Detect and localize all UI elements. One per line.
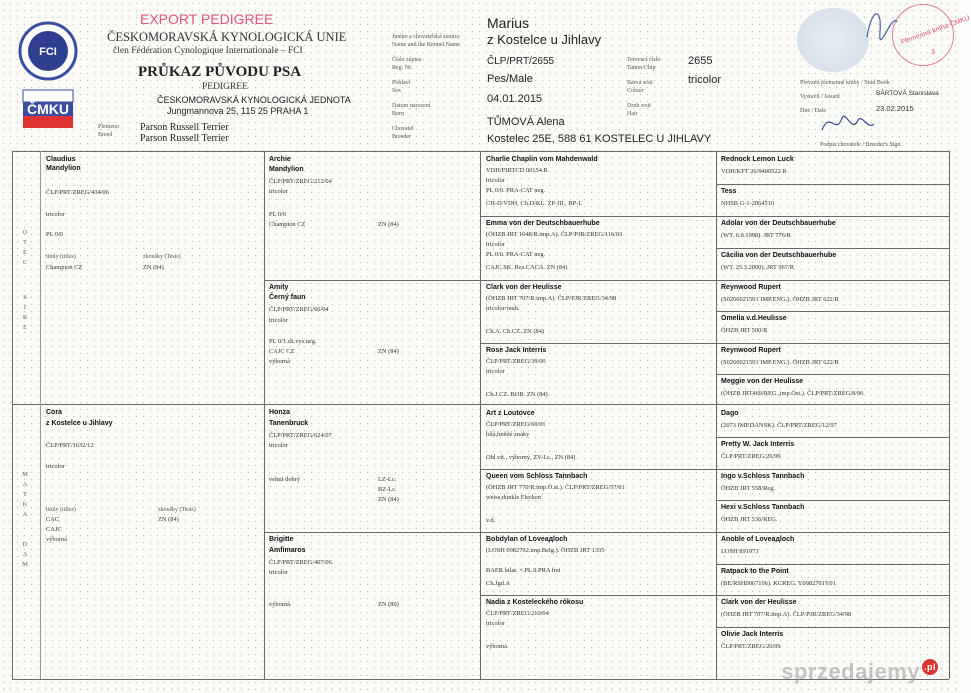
colour-label-cz: Barva srsti (627, 80, 653, 86)
date-label: Dne / Date (800, 108, 826, 114)
gen2-2-r3: ZN (84) (378, 496, 399, 503)
gen1-sire-colour: tricolor (46, 211, 65, 218)
gen4-name: Reynwood Rupert (721, 347, 781, 354)
gen1-sire-reg: ČLP/PRT/ZREG/434/06 (46, 189, 109, 196)
gen4-name: Omelia v.d.Heulisse (721, 315, 787, 322)
dog-name-line1: Marius (487, 15, 530, 31)
born-value: 04.01.2015 (487, 93, 543, 105)
gen4-reg: (WT. 25.3.2000). JRT 967/R (721, 264, 795, 271)
gen4-reg: (BE/RSH0067106). KCREG. Y0982701Y01 (721, 580, 836, 587)
name-label-cz: Jméno a chovatelská stanice (392, 34, 460, 40)
gen1-sire-titles-label: tituly (titles) (46, 254, 76, 260)
svg-text:FCI: FCI (39, 46, 57, 58)
side-label-otec: O T E C (22, 229, 28, 266)
gen2-3-l1: výborná (269, 601, 290, 608)
gen2-2-r2: BZ-Lc. (378, 486, 397, 493)
gen3-name: Clark von der Heulisse (486, 284, 562, 291)
gen2-0-name1: Archie (269, 156, 291, 163)
signature-label: Podpis chovatele / Breeder's Sign. (820, 142, 902, 148)
fci-logo (15, 18, 85, 133)
gen1-dam-titles1: CAC (46, 516, 60, 523)
gen2-3-name2: Amfimaros (269, 547, 306, 554)
gen1-dam-name2: z Kostelce u Jihlavy (46, 420, 113, 427)
gen1-sire-pl: PL 0/0 (46, 231, 63, 238)
gen4-name: Clark von der Heulisse (721, 599, 797, 606)
gen4-reg: LOSH 891973 (721, 548, 759, 555)
gen1-dam-titles2: CAJC (46, 526, 62, 533)
gen2-3-colour: tricolor (269, 569, 288, 576)
side-label-dam: D A M (22, 541, 28, 568)
breed-line2: Parson Russell Terrier (140, 133, 229, 144)
gen3-line: (LOSH 0982792.imp.Belg.). ÖHZB JRT 1335 (486, 547, 605, 554)
gen2-0-name2: Mandylion (269, 166, 304, 173)
gen3-name: Emma von der Deutschbauerhube (486, 220, 600, 227)
gen2-0-colour: tricolor (269, 188, 288, 195)
gen2-1-l1: PL 0/1.slt.vys.neg. (269, 338, 317, 345)
gen2-0-l2: Champion CZ (269, 221, 306, 228)
gen4-reg: (S0266021501 IMP.ENG.). ÖHZB JRT 622/R (721, 359, 839, 366)
watermark (781, 659, 938, 685)
gen4-reg: ČLP/PRT/ZREG/20/99 (721, 643, 781, 650)
gen3-line: tricolor/rauh. (486, 305, 520, 312)
sex-value: Pes/Male (487, 73, 533, 85)
gen3-line: Ch.J.CZ. BOB. ZN (84) (486, 391, 548, 398)
gen2-1-name2: Černý faun (269, 294, 306, 301)
gen1-sire-name2: Mandylion (46, 165, 81, 172)
gen2-1-name1: Amity (269, 284, 289, 291)
gen3-line: BAER.bilat. +.PL 0.PRA frei (486, 567, 561, 574)
born-label-en: Born (392, 111, 404, 117)
gen1-sire-name1: Claudius (46, 156, 76, 163)
gen2-3-name1: Brigitte (269, 536, 294, 543)
gen2-2-name2: Tanenbruck (269, 420, 309, 427)
tattoo-value: 2655 (688, 55, 713, 67)
doc-title: PRŮKAZ PŮVODU PSA (138, 64, 302, 80)
gen3-line: CAJC.SK. Res.CACA. ZN (84) (486, 264, 568, 271)
gen4-name: Cäcilia von der Deutschbauerhube (721, 252, 837, 259)
gen4-name: Meggie von der Heulisse (721, 378, 804, 385)
gen3-line: tricolor (486, 177, 505, 184)
tattoo-label-cz: Tetovací číslo (627, 57, 661, 63)
gen4-name: Tess (721, 188, 737, 195)
reg-label-cz: Číslo zápisu (392, 57, 422, 63)
gen4-name: Reynwood Rupert (721, 284, 781, 291)
studbook-label: Převzetí plemenné knihy / Stud Book (800, 80, 890, 86)
gen4-reg: ÖHZB JRT 536/REG. (721, 516, 778, 523)
dog-name-line2: z Kostelce u Jihlavy (487, 32, 602, 47)
gen2-0-l1: PL 0/0 (269, 211, 286, 218)
gen3-line: PL 0/0. PRA-CAT neg. (486, 187, 546, 194)
gen1-sire-exams-label: zkoušky (Tests) (143, 254, 181, 260)
gen4-name: Pretty W. Jack Interris (721, 441, 795, 448)
gen3-line: PL 0/0. PRA-CAT neg. (486, 251, 546, 258)
gen3-line: tricolor (486, 241, 505, 248)
gen3-line: (ÖHZB JRT 707/R.imp.A). ČLP/PJR/ZREG/34/98 (486, 295, 617, 302)
gen4-reg: (ÖHZB JRT469/REG.,imp.Öst.). ČLP/PRT/ZREG/8/96 (721, 390, 864, 397)
gen2-1-l2: CAJC CZ (269, 348, 295, 355)
watermark-text: sprzedajemy (781, 659, 920, 684)
gen2-2-l1: velmi dobrý (269, 476, 301, 483)
hair-label-en: Hair (627, 111, 638, 117)
signature-mark-top (862, 2, 902, 42)
gen1-dam-name1: Cora (46, 409, 62, 416)
hair-label-cz: Druh srsti (627, 103, 651, 109)
gen3-line: tricolor (486, 368, 505, 375)
gen3-line: ČLP/PRT/ZREG/60/01 (486, 421, 546, 428)
reg-label-en: Reg. Nr. (392, 65, 413, 71)
gen3-line: ČLP/PRT/ZREG/210/04 (486, 610, 549, 617)
gen3-line: výborná (486, 643, 507, 650)
breeder-signature (818, 108, 878, 138)
gen3-line: weiss,dunkle Flecken (486, 494, 542, 501)
gen4-name: Olivie Jack Interris (721, 631, 784, 638)
date-value: 23.02.2015 (876, 104, 914, 113)
gen2-3-reg: ČLP/PRT/ZREG/407/06 (269, 559, 332, 566)
gen3-name: Nadia z Kosteleckého rókosu (486, 599, 584, 606)
sex-label-en: Sex (392, 88, 401, 94)
gen4-reg: (ÖHZB JRT 707/R.imp.A). ČLP/PJR/ZREG/34/98 (721, 611, 852, 618)
hologram-seal (797, 8, 869, 72)
gen4-name: Dago (721, 410, 739, 417)
gen2-1-r1: ZN (84) (378, 348, 399, 355)
gen4-name: Rednock Lemon Luck (721, 156, 794, 163)
gen3-name: Art z Loutovce (486, 410, 535, 417)
breed-line1: Parson Russell Terrier (140, 122, 229, 133)
gen3-line: bílá,hnědé znaky (486, 431, 530, 438)
gen3-line: (ÖHZB JRT 1048/R.imp.A). ČLP/PJR/ZREG/116/03 (486, 231, 623, 238)
doc-subtitle: PEDIGREE (202, 82, 248, 92)
breed-label-cz: Plemeno (98, 124, 119, 130)
gen2-2-r1: LZ-Lc. (378, 476, 397, 483)
gen2-2-name1: Honza (269, 409, 290, 416)
gen3-line: Ch.Jgd.A (486, 580, 511, 587)
gen4-reg: ÖHZB JRT 558/Reg. (721, 485, 775, 492)
gen3-line: Obl.vít., výborný, ZV-I.c., ZN (84) (486, 454, 576, 461)
gen3-name: Queen vom Schloss Tannbach (486, 473, 588, 480)
tattoo-label-en: Tattoo/Chip (627, 65, 656, 71)
gen1-dam-exams-label: zkoušky (Tests) (158, 507, 196, 513)
address: Jungmannova 25, 115 25 PRAHA 1 (167, 106, 309, 116)
gen2-0-reg: ČLP/PRT/ZREG/212/04 (269, 178, 332, 185)
reg-value: ČLP/PRT/2655 (487, 56, 555, 67)
export-pedigree-title: EXPORT PEDIGREE (140, 11, 274, 27)
gen2-1-l3: výborná (269, 358, 290, 365)
org2: ČESKOMORAVSKÁ KYNOLOGICKÁ JEDNOTA (157, 95, 351, 105)
gen1-dam-colour: tricolor (46, 463, 65, 470)
gen3-line: v.d. (486, 517, 496, 524)
gen1-dam-reg: ČLP/PRT/1632/12 (46, 442, 94, 449)
gen3-line: (ÖHZB JRT 770/R.imp.Ö.st.). ČLP/PRT/ZREG/57/01 (486, 484, 625, 491)
gen4-reg: NHSB G-1-2064510 (721, 200, 775, 207)
gen4-name: Hexi v.Schloss Tannbach (721, 504, 805, 511)
gen1-sire-titles: Champion CZ (46, 264, 83, 271)
gen2-3-r1: ZN (80) (378, 601, 399, 608)
gen2-1-colour: tricolor (269, 317, 288, 324)
gen4-name: Adolar von der Deutschbauerhube (721, 220, 836, 227)
gen4-reg: (S0266021501 IMP.ENG.). ÖHZB JRT 622/R (721, 296, 839, 303)
gen4-name: Ratpack to the Point (721, 568, 789, 575)
gen1-dam-exams: ZN (84) (158, 516, 179, 523)
gen4-reg: ČLP/PRT/ZREG/26/99 (721, 453, 781, 460)
gen4-reg: VDH/KFT 26/9400522 R (721, 168, 787, 175)
svg-text:ČMKU: ČMKU (27, 101, 69, 117)
gen4-name: Ingo v.Schloss Tannbach (721, 473, 805, 480)
gen1-dam-titles-label: tituly (titles) (46, 507, 76, 513)
gen1-dam-titles3: výborná (46, 536, 67, 543)
gen4-reg: (WT. 6.8.1998). JRT 776/R (721, 232, 791, 239)
gen2-0-r1: ZN (84) (378, 221, 399, 228)
stamp-text: Plemenná kniha ČMKU (899, 14, 971, 47)
breeder-label-cz: Chovatel (392, 126, 414, 132)
gen4-reg: ÖHZB JRT 500/R (721, 327, 768, 334)
gen2-1-reg: ČLP/PRT/ZREG/66/04 (269, 306, 329, 313)
gen1-sire-exams: ZN (84) (143, 264, 164, 271)
breeder-name: TŮMOVÁ Alena (487, 116, 565, 128)
breed-label-en: Breed (98, 132, 113, 138)
gen2-2-colour: tricolor (269, 442, 288, 449)
colour-label-en: Colour (627, 88, 644, 94)
gen3-line: ČLP/PRT/ZREG/39/00 (486, 358, 546, 365)
name-label-en: Name and the Kennel Name (392, 42, 460, 48)
gen3-line: VDH/PJRTCD 00154 R (486, 167, 548, 174)
fci-member: člen Fédération Cynologique Internationale – FCI (113, 46, 303, 56)
side-label-matka: M A T K A (22, 471, 28, 518)
breeder-address: Kostelec 25E, 588 61 KOSTELEC U JIHLAVY (487, 133, 712, 145)
issued-label: Vystavil / Issued (800, 94, 840, 100)
colour-value: tricolor (688, 74, 722, 86)
born-label-cz: Datum narození (392, 103, 431, 109)
org-name: ČESKOMORAVSKÁ KYNOLOGICKÁ UNIE (107, 30, 347, 44)
gen4-reg: (2073 IMP.DANSK). ČLP/PRT/ZREG/12/97 (721, 422, 837, 429)
breeder-label-en: Breeder (392, 134, 411, 140)
gen2-2-reg: ČLP/PRT/ZREG/624/07 (269, 432, 332, 439)
gen3-name: Rose Jack Interris (486, 347, 547, 354)
gen3-line: tricolor (486, 620, 505, 627)
sex-label-cz: Pohlaví (392, 80, 411, 86)
side-label-sire: S I R E (22, 294, 28, 331)
issued-value: BÁRTOVÁ Stanislava (876, 90, 939, 97)
gen4-name: Anoble of Loveaдloch (721, 536, 795, 543)
gen3-line: CH-D/VDH, Ch.D/KL. ZP-III., BP-I. (486, 200, 583, 207)
watermark-suffix: .pl (922, 659, 938, 675)
stamp-number: 3 (931, 49, 935, 56)
gen3-name: Bobdylan of Loveaдloch (486, 536, 568, 543)
gen3-line: Ch.A. Ch.CZ. ZN (84) (486, 328, 545, 335)
gen3-name: Charlie Chaplin vom Mahdenwald (486, 156, 598, 163)
